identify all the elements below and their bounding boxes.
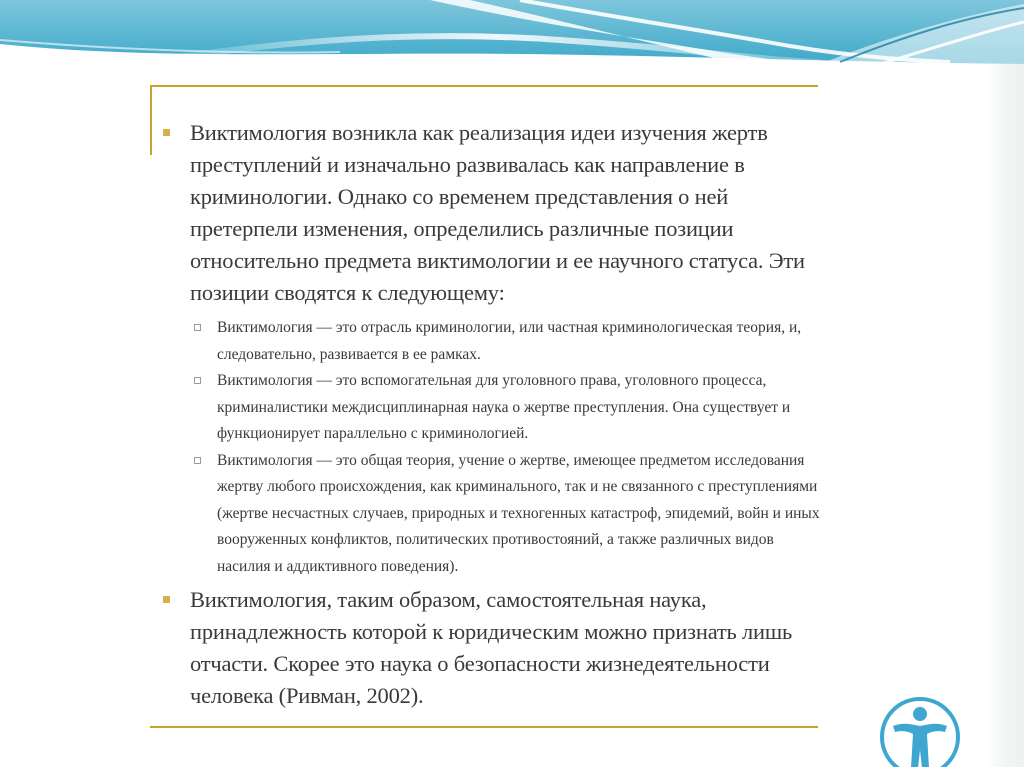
square-bullet-icon [194,457,201,464]
gold-bullet-icon [163,596,170,603]
sub-bullet-item [160,368,820,448]
square-bullet-icon [194,377,201,384]
sub-bullet-item [160,448,820,581]
sub-bullet-text: Виктимология — это вспомогательная для уголовного права, уголовного процесса, криминалистики междисциплинарная наука о жертве преступления. Она существует и функционирует параллельно с криминологией. [217,372,791,442]
main-bullet-text: Виктимология возникла как реализация идеи изучения жертв преступлений и изначально развивалась как направление в криминологии. Однако со временем представления о ней претерпели изменения, определились различные позиции относительно предмета виктимологии и ее научного статуса. Эти позиции сводятся к следующему: [190,120,805,305]
main-bullet-item [160,584,820,712]
sub-bullet-text: Виктимология — это отрасль криминологии, или частная криминологическая теория, и, следовательно, развивается в ее рамках. [217,319,802,363]
sub-bullet-text: Виктимология — это общая теория, учение о жертве, имеющее предметом исследования жертву любого происхождения, как криминального, так и не связанного с преступлениями (жертве несчастных случаев, природных и техногенных катастроф, эпидемий, войн и иных вооруженных конфликтов, политических противостояний, а также различных видов насилия и аддиктивного поведения). [217,451,820,575]
square-bullet-icon [194,324,201,331]
sub-bullet-item [160,315,820,368]
right-edge-band [988,64,1024,767]
human-figure-logo-icon [875,692,965,767]
header-wave-decoration [0,0,1024,64]
gold-bullet-icon [163,129,170,136]
main-bullet-item [160,117,820,309]
sub-bullet-list [160,315,820,580]
bottom-rule [150,726,818,728]
text-block [160,117,820,712]
left-rule [150,85,152,155]
main-bullet-text: Виктимология, таким образом, самостоятельная наука, принадлежность которой к юридическим можно признать лишь отчасти. Скорее это наука о безопасности жизнедеятельности человека (Ривман, 2002). [190,587,793,708]
top-rule [150,85,818,87]
